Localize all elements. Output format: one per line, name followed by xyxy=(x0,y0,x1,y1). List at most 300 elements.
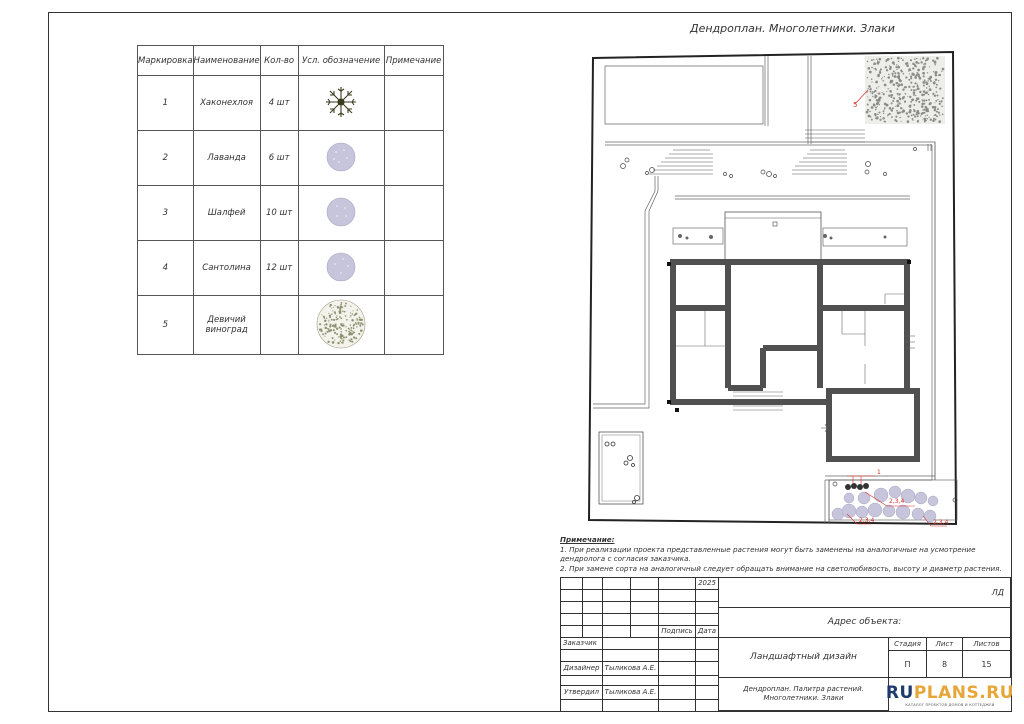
texture-dot xyxy=(897,104,900,107)
texture-dot xyxy=(936,94,938,96)
rev-cell xyxy=(603,676,659,686)
perennial-group xyxy=(832,486,938,522)
rev-cell xyxy=(659,578,696,590)
texture-dot xyxy=(871,106,874,109)
texture-dot xyxy=(871,67,873,69)
texture-dot xyxy=(340,340,342,342)
texture-dot xyxy=(924,79,926,81)
texture-dot xyxy=(914,82,916,84)
rev-cell xyxy=(659,614,696,626)
label-group-b: 2,3,4 xyxy=(859,517,875,524)
logo-subtitle: КАТАЛОГ ПРОЕКТОВ ДОМОВ И КОТТЕДЖЕЙ xyxy=(905,702,995,707)
texture-dot xyxy=(926,120,927,121)
texture-dot xyxy=(350,340,352,342)
garage xyxy=(829,391,917,459)
rev-cell xyxy=(583,578,603,590)
texture-dot xyxy=(926,109,928,111)
texture-dot xyxy=(938,112,940,114)
texture-dot xyxy=(871,88,872,89)
texture-dot xyxy=(897,72,899,74)
texture-dot xyxy=(340,335,342,337)
texture-dot xyxy=(927,72,928,73)
texture-dot xyxy=(929,66,930,67)
texture-dot xyxy=(909,96,911,98)
texture-dot xyxy=(352,340,354,342)
texture-dot xyxy=(920,115,921,116)
texture-dot xyxy=(925,115,926,116)
texture-dot xyxy=(356,323,358,325)
texture-dot xyxy=(939,114,940,115)
header-name: Наименование xyxy=(193,46,260,76)
texture-dot xyxy=(911,115,913,117)
texture-dot xyxy=(873,59,874,60)
notes-block xyxy=(560,535,1010,573)
texture-dot xyxy=(337,306,340,309)
texture-dot xyxy=(884,76,885,77)
texture-dot xyxy=(942,68,945,71)
grass-icon xyxy=(324,85,358,119)
texture-dot xyxy=(939,103,941,105)
texture-dot xyxy=(935,108,936,109)
texture-dot xyxy=(342,324,344,326)
sheets-value: 15 xyxy=(963,651,1011,678)
header-mark: Маркировка xyxy=(138,46,194,76)
texture-dot xyxy=(923,99,925,101)
texture-dot xyxy=(895,116,897,118)
texture-dot xyxy=(871,82,872,83)
texture-dot xyxy=(353,323,355,325)
decor-stones xyxy=(621,148,917,178)
title-block xyxy=(560,577,1015,712)
texture-dot xyxy=(339,311,340,312)
texture-dot xyxy=(319,323,321,325)
texture-dot xyxy=(935,87,937,89)
texture-dot xyxy=(362,323,364,325)
texture-dot xyxy=(886,91,887,92)
texture-dot xyxy=(361,319,362,320)
texture-dot xyxy=(334,339,335,340)
rev-cell xyxy=(631,626,659,638)
texture-dot xyxy=(911,98,914,101)
texture-dot xyxy=(935,71,938,74)
texture-dot xyxy=(887,58,890,61)
texture-dot xyxy=(907,115,909,117)
texture-dot xyxy=(892,61,895,64)
texture-dot xyxy=(350,316,351,317)
rev-cell xyxy=(603,650,659,662)
vine-icon xyxy=(315,298,367,350)
texture-dot xyxy=(915,77,916,78)
texture-dot xyxy=(885,66,887,68)
texture-dot xyxy=(349,339,350,340)
texture-dot xyxy=(877,74,880,77)
texture-dot xyxy=(916,58,917,59)
texture-dot xyxy=(321,330,323,332)
texture-dot xyxy=(341,317,343,319)
texture-dot xyxy=(341,328,343,330)
rev-cell xyxy=(561,676,603,686)
texture-dot xyxy=(936,115,938,117)
texture-dot xyxy=(939,101,940,102)
texture-dot xyxy=(336,315,337,316)
texture-dot xyxy=(355,312,357,314)
rev-cell xyxy=(603,626,631,638)
rev-cell xyxy=(659,638,696,650)
texture-dot xyxy=(895,66,897,68)
texture-dot xyxy=(921,105,924,108)
texture-dot xyxy=(332,337,334,339)
texture-dot xyxy=(356,309,358,311)
texture-dot xyxy=(897,93,899,95)
texture-dot xyxy=(923,90,926,93)
texture-dot xyxy=(905,76,907,78)
texture-dot xyxy=(873,103,875,105)
texture-dot xyxy=(868,85,871,88)
rev-cell xyxy=(659,590,696,602)
texture-dot xyxy=(357,317,358,318)
planter-stones xyxy=(605,442,640,504)
bed-stones xyxy=(678,234,887,240)
texture-dot xyxy=(891,116,893,118)
texture-dot xyxy=(899,112,901,114)
approved-name: Тыликова А.Е. xyxy=(603,686,659,700)
texture-dot xyxy=(340,303,342,305)
texture-dot xyxy=(917,69,920,72)
texture-dot xyxy=(913,109,914,110)
texture-dot xyxy=(892,107,894,109)
texture-dot xyxy=(898,84,900,86)
rev-cell xyxy=(696,614,719,626)
texture-dot xyxy=(914,64,916,66)
texture-dot xyxy=(332,341,335,344)
texture-dot xyxy=(341,306,343,308)
texture-dot xyxy=(889,107,892,110)
logo-plans: PLANS.RU xyxy=(913,682,1015,703)
texture-dot xyxy=(890,96,892,98)
texture-dot xyxy=(871,119,873,121)
row-name: Лаванда xyxy=(193,131,260,186)
texture-dot xyxy=(348,330,350,332)
texture-dot xyxy=(923,64,924,65)
rev-cell xyxy=(696,638,719,650)
header-note: Примечание xyxy=(384,46,443,76)
texture-dot xyxy=(346,329,348,331)
texture-dot xyxy=(880,68,882,70)
texture-dot xyxy=(936,84,938,86)
texture-dot xyxy=(908,86,910,88)
texture-dot xyxy=(922,57,924,59)
symbol-lavender xyxy=(298,131,384,186)
texture-dot xyxy=(921,113,923,115)
texture-dot xyxy=(360,329,363,332)
sheet-label: Лист xyxy=(927,638,963,651)
texture-dot xyxy=(876,59,877,60)
texture-dot xyxy=(875,95,878,98)
texture-dot xyxy=(918,62,920,64)
texture-dot xyxy=(880,116,881,117)
row-qty xyxy=(260,296,298,355)
texture-dot xyxy=(917,120,919,122)
customer-label: Заказчик xyxy=(561,638,603,650)
texture-dot xyxy=(322,314,323,315)
texture-dot xyxy=(925,92,928,95)
texture-dot xyxy=(910,70,911,71)
shrub-icon xyxy=(325,196,357,228)
texture-dot xyxy=(909,111,912,114)
texture-dot xyxy=(872,96,873,97)
house-walls xyxy=(673,262,907,402)
texture-dot xyxy=(872,91,873,92)
texture-dot xyxy=(342,310,344,312)
texture-dot xyxy=(321,328,322,329)
rev-cell xyxy=(696,700,719,712)
rev-cell xyxy=(603,614,631,626)
texture-dot xyxy=(875,107,877,109)
texture-dot xyxy=(889,65,890,66)
texture-dot xyxy=(345,336,347,338)
texture-dot xyxy=(887,88,888,89)
texture-dot xyxy=(343,323,344,324)
texture-dot xyxy=(339,326,340,327)
ruplans-logo xyxy=(885,678,1015,711)
stamp-sign-label: Подпись xyxy=(659,626,696,638)
texture-dot xyxy=(357,319,359,321)
texture-dot xyxy=(924,112,926,114)
symbol-hakonechloa xyxy=(298,76,384,131)
texture-dot xyxy=(353,331,354,332)
texture-dot xyxy=(935,100,937,102)
texture-dot xyxy=(894,72,896,74)
texture-dot xyxy=(867,96,868,97)
texture-dot xyxy=(874,90,876,92)
row-qty: 10 шт xyxy=(260,186,298,241)
texture-dot xyxy=(916,83,917,84)
texture-dot xyxy=(328,328,330,330)
texture-dot xyxy=(888,95,890,97)
flower-bed xyxy=(823,228,907,246)
legend-row xyxy=(138,186,444,241)
texture-dot xyxy=(906,62,908,64)
rev-cell xyxy=(659,700,696,712)
texture-dot xyxy=(877,114,879,116)
row-note xyxy=(384,241,443,296)
texture-dot xyxy=(895,106,896,107)
texture-dot xyxy=(922,109,923,110)
texture-dot xyxy=(911,72,913,74)
texture-dot xyxy=(899,80,901,82)
texture-dot xyxy=(333,329,335,331)
texture-dot xyxy=(889,67,891,69)
texture-dot xyxy=(334,311,336,313)
rev-cell xyxy=(696,650,719,662)
texture-dot xyxy=(934,118,936,120)
designer-label: Дизайнер xyxy=(561,662,603,676)
project-type: Ландшафтный дизайн xyxy=(719,638,889,678)
texture-dot xyxy=(877,106,878,107)
texture-dot xyxy=(914,58,916,60)
rev-cell xyxy=(696,590,719,602)
texture-dot xyxy=(906,112,908,114)
texture-dot xyxy=(913,89,915,91)
texture-dot xyxy=(352,332,354,334)
texture-dot xyxy=(876,87,877,88)
texture-dot xyxy=(932,120,935,123)
texture-dot xyxy=(871,59,873,61)
texture-dot xyxy=(897,88,899,90)
texture-dot xyxy=(896,110,898,112)
texture-dot xyxy=(889,113,891,115)
texture-dot xyxy=(891,109,894,112)
texture-dot xyxy=(353,310,354,311)
texture-dot xyxy=(867,61,869,63)
texture-dot xyxy=(907,96,908,97)
texture-dot xyxy=(934,115,935,116)
rev-cell xyxy=(603,700,659,712)
row-name: Шалфей xyxy=(193,186,260,241)
texture-dot xyxy=(900,121,901,122)
header-symbol: Усл. обозначение xyxy=(298,46,384,76)
rev-cell xyxy=(696,662,719,676)
texture-dot xyxy=(930,90,931,91)
texture-dot xyxy=(356,319,357,320)
row-name: Девичий виноград xyxy=(193,296,260,355)
texture-dot xyxy=(927,90,928,91)
texture-dot xyxy=(350,305,351,306)
row-mark: 5 xyxy=(138,296,194,355)
rev-cell xyxy=(659,662,696,676)
texture-dot xyxy=(882,77,883,78)
sheet-value: 8 xyxy=(927,651,963,678)
texture-dot xyxy=(883,93,885,95)
stamp-year: 2025 xyxy=(696,578,719,590)
legend-header-row xyxy=(138,46,444,76)
texture-dot xyxy=(936,111,938,113)
notes-heading: Примечание: xyxy=(560,535,615,544)
texture-dot xyxy=(917,97,920,100)
texture-dot xyxy=(917,112,920,115)
texture-dot xyxy=(934,102,935,103)
texture-dot xyxy=(899,97,900,98)
texture-dot xyxy=(876,63,877,64)
row-mark: 3 xyxy=(138,186,194,241)
texture-dot xyxy=(889,90,892,93)
texture-dot xyxy=(898,65,899,66)
texture-dot xyxy=(359,316,361,318)
rev-cell xyxy=(583,602,603,614)
shrub-icon xyxy=(325,251,357,283)
texture-dot xyxy=(875,109,876,110)
texture-dot xyxy=(352,313,353,314)
label-hakone: 1 xyxy=(877,469,881,476)
texture-dot xyxy=(909,106,911,108)
row-note xyxy=(384,186,443,241)
texture-dot xyxy=(350,312,351,313)
texture-dot xyxy=(932,106,935,109)
rev-cell xyxy=(561,578,583,590)
texture-dot xyxy=(915,95,916,96)
texture-dot xyxy=(879,58,882,61)
texture-dot xyxy=(912,118,914,120)
texture-dot xyxy=(892,75,894,77)
texture-dot xyxy=(938,120,941,123)
texture-dot xyxy=(929,76,932,79)
rev-cell xyxy=(631,578,659,590)
texture-dot xyxy=(869,71,872,74)
texture-dot xyxy=(899,102,901,104)
texture-dot xyxy=(915,89,917,91)
texture-dot xyxy=(925,106,928,109)
texture-dot xyxy=(924,66,926,68)
texture-dot xyxy=(878,86,879,87)
texture-dot xyxy=(867,109,869,111)
texture-dot xyxy=(883,113,884,114)
texture-dot xyxy=(331,318,333,320)
texture-dot xyxy=(323,315,325,317)
rev-cell xyxy=(583,590,603,602)
hakonechloa-group xyxy=(845,483,869,490)
texture-dot xyxy=(891,94,894,97)
texture-dot xyxy=(326,323,328,325)
texture-dot xyxy=(875,69,877,71)
texture-dot xyxy=(886,104,889,107)
symbol-salvia xyxy=(298,186,384,241)
texture-dot xyxy=(341,330,343,332)
texture-dot xyxy=(928,94,929,95)
texture-dot xyxy=(358,322,359,323)
texture-dot xyxy=(898,93,900,95)
texture-dot xyxy=(893,84,895,86)
texture-dot xyxy=(351,318,353,320)
texture-dot xyxy=(868,88,869,89)
texture-dot xyxy=(917,86,919,88)
texture-dot xyxy=(331,307,332,308)
label-group-a: 2,3,4 xyxy=(889,498,905,505)
texture-dot xyxy=(335,305,336,306)
texture-dot xyxy=(882,92,883,93)
texture-dot xyxy=(350,315,351,316)
texture-dot xyxy=(934,81,936,83)
texture-dot xyxy=(872,93,874,95)
stamp-date-label: Дата xyxy=(696,626,719,638)
terrace xyxy=(725,212,821,260)
texture-dot xyxy=(926,118,928,120)
texture-dot xyxy=(325,332,327,334)
texture-dot xyxy=(913,86,915,88)
texture-dot xyxy=(324,324,325,325)
texture-dot xyxy=(876,99,878,101)
texture-dot xyxy=(328,319,329,320)
row-mark: 2 xyxy=(138,131,194,186)
texture-dot xyxy=(920,61,922,63)
texture-dot xyxy=(341,302,343,304)
texture-dot xyxy=(878,63,879,64)
texture-dot xyxy=(901,57,903,59)
row-mark: 4 xyxy=(138,241,194,296)
texture-dot xyxy=(336,333,338,335)
texture-dot xyxy=(893,97,895,99)
texture-dot xyxy=(867,77,868,78)
texture-dot xyxy=(903,73,905,75)
texture-dot xyxy=(891,58,893,60)
texture-dot xyxy=(928,117,929,118)
texture-dot xyxy=(336,318,338,320)
texture-dot xyxy=(938,80,939,81)
texture-dot xyxy=(923,75,925,77)
texture-dot xyxy=(926,82,929,85)
rev-cell xyxy=(631,602,659,614)
legend-row xyxy=(138,76,444,131)
rev-cell xyxy=(603,578,631,590)
